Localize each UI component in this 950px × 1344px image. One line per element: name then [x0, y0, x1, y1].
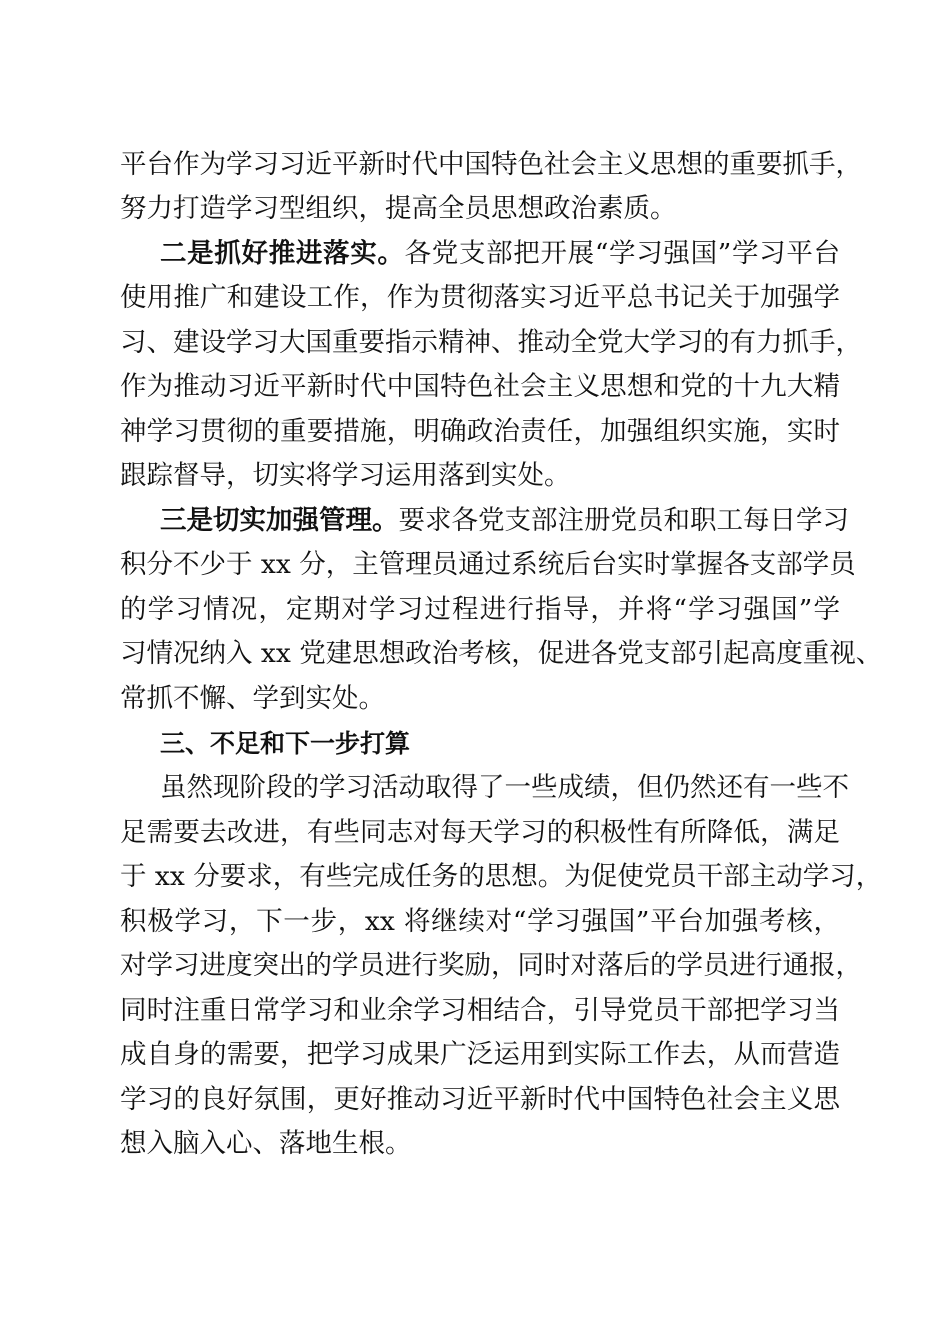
paragraph-line: 努力打造学习型组织，提高全员思想政治素质。 — [120, 193, 677, 224]
paragraph-first-line — [160, 501, 849, 541]
paragraph-first-line — [160, 234, 840, 274]
paragraph-line: 积极学习，下一步，xx 将继续对“学习强国”平台加强考核， — [120, 906, 840, 937]
paragraph-line: 积分不少于 xx 分，主管理员通过系统后台实时掌握各支部学员 — [120, 549, 856, 580]
section-heading: 三、不足和下一步打算 — [160, 729, 411, 758]
paragraph-line: 想入脑入心、落地生根。 — [120, 1128, 412, 1159]
paragraph-line: 学习的良好氛围，更好推动习近平新时代中国特色社会主义思 — [120, 1084, 840, 1115]
paragraph-line: 同时注重日常学习和业余学习相结合，引导党员干部把学习当 — [120, 995, 840, 1026]
paragraph-line: 对学习进度突出的学员进行奖励，同时对落后的学员进行通报， — [120, 950, 862, 981]
paragraph-line: 使用推广和建设工作，作为贯彻落实习近平总书记关于加强学 — [120, 282, 840, 313]
paragraph-line: 跟踪督导，切实将学习运用落到实处。 — [120, 460, 571, 491]
paragraph-line: 常抓不懈、学到实处。 — [120, 683, 385, 714]
paragraph-lead-heading: 三是切实加强管理。 — [160, 505, 399, 536]
paragraph-line: 习、建设学习大国重要指示精神、推动全党大学习的有力抓手， — [120, 327, 862, 358]
paragraph-line: 足需要去改进，有些同志对每天学习的积极性有所降低，满足 — [120, 817, 840, 848]
paragraph-first-line: 虽然现阶段的学习活动取得了一些成绩，但仍然还有一些不 — [160, 772, 849, 803]
paragraph-text: 要求各党支部注册党员和职工每日学习 — [398, 505, 849, 536]
paragraph-line: 作为推动习近平新时代中国特色社会主义思想和党的十九大精 — [120, 371, 840, 402]
paragraph-line: 成自身的需要，把学习成果广泛运用到实际工作去，从而营造 — [120, 1039, 840, 1070]
paragraph-lead-heading: 二是抓好推进落实。 — [160, 238, 405, 269]
paragraph-line: 的学习情况，定期对学习过程进行指导，并将“学习强国”学 — [120, 594, 840, 625]
paragraph-line: 神学习贯彻的重要措施，明确政治责任，加强组织实施，实时 — [120, 416, 840, 447]
paragraph-text: 各党支部把开展“学习强国”学习平台 — [404, 238, 840, 269]
paragraph-line: 于 xx 分要求，有些完成任务的思想。为促使党员干部主动学习， — [120, 861, 883, 892]
paragraph-line: 平台作为学习习近平新时代中国特色社会主义思想的重要抓手， — [120, 149, 862, 180]
paragraph-line: 习情况纳入 xx 党建思想政治考核，促进各党支部引起高度重视、 — [120, 638, 883, 669]
